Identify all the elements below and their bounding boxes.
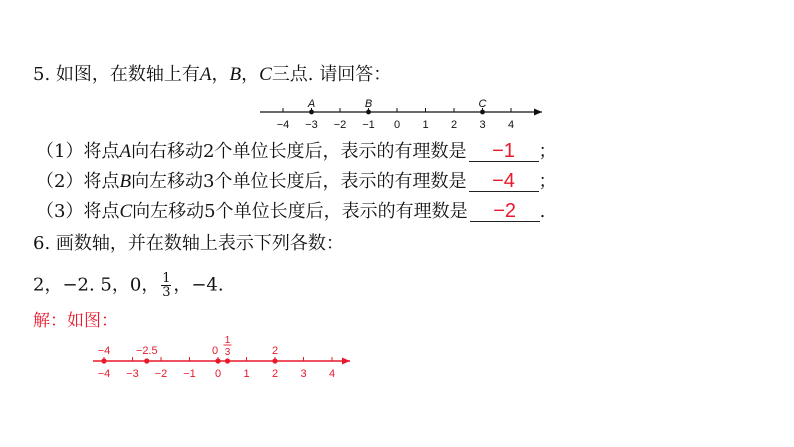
- item-number: （2）将点: [36, 171, 120, 192]
- point-marker: [101, 358, 106, 363]
- item-number: （3）将点: [36, 201, 120, 222]
- fraction-numerator: 1: [162, 271, 171, 286]
- point-label-numerator: 1: [224, 335, 231, 346]
- point-b-label: B: [229, 64, 242, 85]
- point-marker: [272, 358, 277, 363]
- point-label: 2: [271, 345, 279, 357]
- q5-number-line: [250, 92, 550, 134]
- q6-prompt: 6. 画数轴，并在数轴上表示下列各数：: [33, 233, 344, 254]
- q6-number-line: [88, 328, 356, 386]
- axis-tick-label: 0: [214, 368, 222, 380]
- axis-tick-label: 2: [450, 119, 458, 131]
- point-marker: [215, 358, 220, 363]
- separator: ，: [211, 64, 230, 85]
- axis-tick-label: −2: [333, 119, 347, 131]
- separator: ，: [241, 64, 260, 85]
- q5-item-3: [36, 201, 545, 223]
- axis-tick-label: 4: [507, 119, 515, 131]
- item-number: （1）将点: [36, 141, 120, 162]
- axis-tick-label: −3: [126, 368, 139, 380]
- axis-tick-label: 0: [393, 119, 401, 131]
- item-point: A: [119, 141, 132, 162]
- fraction-denominator: 3: [162, 285, 171, 300]
- axis-tick-label: 1: [422, 119, 429, 131]
- point-a-label: A: [199, 64, 212, 85]
- point-marker: [366, 110, 371, 115]
- axis-tick-label: −4: [276, 119, 290, 131]
- axis-tick-label: 3: [479, 119, 486, 131]
- point-label: −2.5: [135, 345, 158, 357]
- item-end: .: [539, 201, 546, 222]
- point-label: C: [478, 98, 487, 110]
- axis-tick-label: −4: [97, 368, 111, 380]
- point-label: A: [307, 98, 316, 110]
- axis-tick-label: 2: [271, 368, 279, 380]
- fraction-one-third: [161, 272, 171, 299]
- item-end: ；: [538, 171, 557, 192]
- axis-tick-label: −1: [183, 368, 196, 380]
- axis-arrow: [342, 358, 350, 365]
- axis-tick-label: −3: [305, 119, 318, 131]
- point-label: B: [364, 98, 373, 110]
- axis-tick-label: 1: [243, 368, 250, 380]
- item-text: 向左移动5个单位长度后，表示的有理数是: [132, 201, 468, 222]
- axis-arrow: [534, 109, 542, 116]
- q5-item-2: [36, 171, 557, 193]
- axis-tick-label: −1: [362, 119, 375, 131]
- answer-blank-2: −4: [469, 171, 539, 192]
- q6-numbers: [33, 272, 224, 299]
- item-point: B: [119, 171, 132, 192]
- point-marker: [225, 358, 230, 363]
- q5-item-1: [36, 141, 557, 163]
- point-marker: [309, 110, 314, 115]
- axis-tick-label: −2: [154, 368, 168, 380]
- point-marker: [144, 358, 149, 363]
- answer-blank-3: −2: [470, 201, 540, 222]
- item-text: 向左移动3个单位长度后，表示的有理数是: [131, 171, 467, 192]
- numbers-list-a: 2，−2. 5，0，: [33, 274, 160, 296]
- q5-intro-a: 5. 如图，在数轴上有: [33, 64, 200, 85]
- item-end: ；: [538, 141, 557, 162]
- point-marker: [480, 110, 485, 115]
- q5-prompt: [33, 64, 391, 86]
- point-label: −4: [97, 345, 111, 357]
- numbers-list-b: ，−4.: [173, 274, 224, 296]
- item-point: C: [119, 201, 133, 222]
- solution-label: 解：如图：: [33, 311, 118, 331]
- answer-blank-1: −1: [469, 141, 539, 162]
- q5-intro-b: 三点. 请回答：: [271, 64, 392, 85]
- point-c-label: C: [259, 64, 272, 85]
- axis-tick-label: 3: [300, 368, 307, 380]
- item-text: 向右移动2个单位长度后，表示的有理数是: [131, 141, 467, 162]
- point-label: 0: [211, 345, 219, 357]
- point-label-denominator: 3: [224, 347, 231, 358]
- axis-tick-label: 4: [328, 368, 336, 380]
